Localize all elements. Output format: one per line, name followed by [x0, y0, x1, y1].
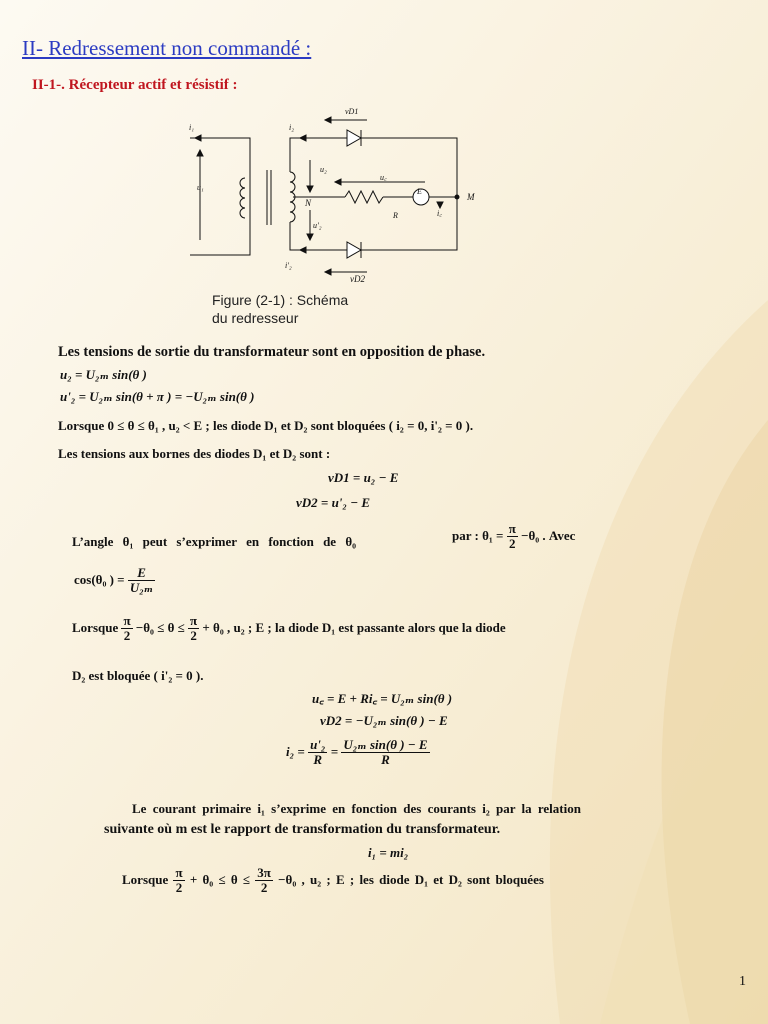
equation-cos-theta0	[74, 566, 155, 596]
fraction-denominator: R	[381, 752, 390, 768]
section-title: II- Redressement non commandé :	[22, 36, 312, 60]
fraction-denominator: 2	[509, 536, 516, 552]
fraction-numerator: π	[123, 613, 131, 628]
label-N: N	[305, 198, 312, 208]
equation-i1: i₁ = mi₂	[368, 845, 409, 860]
label-u2-prime: u'₂	[313, 221, 322, 230]
fraction-numerator: π	[175, 865, 183, 880]
label-R: R	[393, 211, 398, 220]
lorsque-label: Lorsque	[122, 871, 169, 887]
fraction-denominator: U₂ₘ	[129, 580, 154, 596]
paragraph-opposition: Les tensions de sortie du transformateur sont en opposition de phase.	[58, 344, 486, 360]
fraction-pi-over-2	[507, 522, 518, 552]
paragraph-blocked-1: Lorsque 0 ≤ θ ≤ θ₁ , u₂ < E ; les diode D₁ et D₂ sont bloquées ( i₂ = 0, i'₂ = 0 ).	[58, 418, 474, 433]
equation-vD1: vD1 = u₂ − E	[328, 470, 399, 485]
figure-caption-line1: Figure (2-1) : Schéma	[212, 292, 349, 308]
fraction-denominator: R	[313, 752, 323, 768]
paragraph-D1-conducting	[72, 614, 506, 644]
label-i1: i₁	[189, 123, 195, 132]
figure-caption-line2: du redresseur	[212, 310, 299, 326]
cos-lhs: cos(θ₀ ) =	[74, 571, 125, 587]
fraction-numerator: u'₂	[310, 737, 326, 752]
i2-lhs: i₂ =	[286, 743, 305, 759]
fraction-denominator: 2	[190, 628, 197, 644]
paragraph-transform-ratio: suivante où m est le rapport de transformation du transformateur.	[104, 822, 501, 837]
theta1-lhs: par : θ₁ =	[452, 527, 504, 543]
fraction-3pi-over-2	[255, 866, 273, 896]
label-uc: u꜀	[380, 173, 387, 182]
fraction-pi-over-2	[173, 866, 184, 896]
label-i2-prime: i'₂	[285, 261, 292, 270]
equation-i2	[286, 738, 430, 768]
fraction-denominator: 2	[175, 880, 183, 896]
interval-rest: + θ₀ , u₂ ; E ; la diode D₁ est passante alors que la diode	[202, 619, 506, 635]
equation-vD2-conducting: vD2 = −U₂ₘ sin(θ ) − E	[320, 713, 448, 728]
paragraph-angle: L’angle θ₁ peut s’exprimer en fonction de θ₀	[72, 534, 356, 549]
rectifier-schematic	[185, 100, 485, 290]
paragraph-diode-voltages: Les tensions aux bornes des diodes D₁ et D₂ sont :	[58, 446, 331, 461]
label-u2: u₂	[320, 165, 327, 174]
interval-rest: −θ₀ , u₂ ; E ; les diode D₁ et D₂ sont bloquées	[278, 871, 544, 887]
label-E: E	[417, 187, 422, 196]
lorsque-label: Lorsque	[72, 619, 119, 635]
label-ic: i꜀	[437, 209, 442, 218]
page-number: 1	[739, 974, 746, 989]
subsection-title: II-1-. Récepteur actif et résistif :	[32, 77, 238, 93]
interval-middle: −θ₀ ≤ θ ≤	[135, 619, 185, 635]
paragraph-D2-blocked: D₂ est bloquée ( i'₂ = 0 ).	[72, 668, 204, 683]
fraction-pi-over-2	[188, 614, 199, 644]
paragraph-both-blocked	[122, 866, 544, 896]
paragraph-primary-current: Le courant primaire i₁ s’exprime en fonction des courants i₂ par la relation	[132, 801, 581, 816]
equation-u2-prime: u'₂ = U₂ₘ sin(θ + π ) = −U₂ₘ sin(θ )	[60, 389, 255, 404]
label-vD2: vD2	[350, 274, 365, 284]
equation-theta1	[452, 522, 575, 552]
fraction-pi-over-2	[121, 614, 132, 644]
theta1-rhs: −θ₀ . Avec	[521, 527, 576, 543]
fraction-numerator: 3π	[257, 865, 271, 880]
fraction-numerator: π	[190, 613, 198, 628]
fraction-denominator: 2	[123, 628, 131, 644]
equals-sign: =	[330, 743, 339, 759]
equation-vD2: vD2 = u'₂ − E	[296, 495, 370, 510]
fraction-numerator: E	[128, 566, 155, 581]
fraction-u2p-over-R	[308, 738, 327, 768]
fraction-current-expression	[341, 738, 429, 768]
interval-middle: + θ₀ ≤ θ ≤	[189, 871, 251, 887]
label-M: M	[467, 192, 475, 202]
label-u1: u₁	[197, 183, 204, 192]
equation-uc: u꜀ = E + Ri꜀ = U₂ₘ sin(θ )	[312, 691, 453, 706]
fraction-numerator: U₂ₘ sin(θ ) − E	[343, 737, 428, 752]
fraction-numerator: π	[508, 521, 516, 536]
label-i2: i₂	[289, 123, 295, 132]
fraction-E-over-U2m	[128, 566, 155, 596]
label-vD1: vD1	[345, 107, 359, 116]
equation-u2: u₂ = U₂ₘ sin(θ )	[60, 367, 147, 382]
fraction-denominator: 2	[260, 880, 268, 896]
